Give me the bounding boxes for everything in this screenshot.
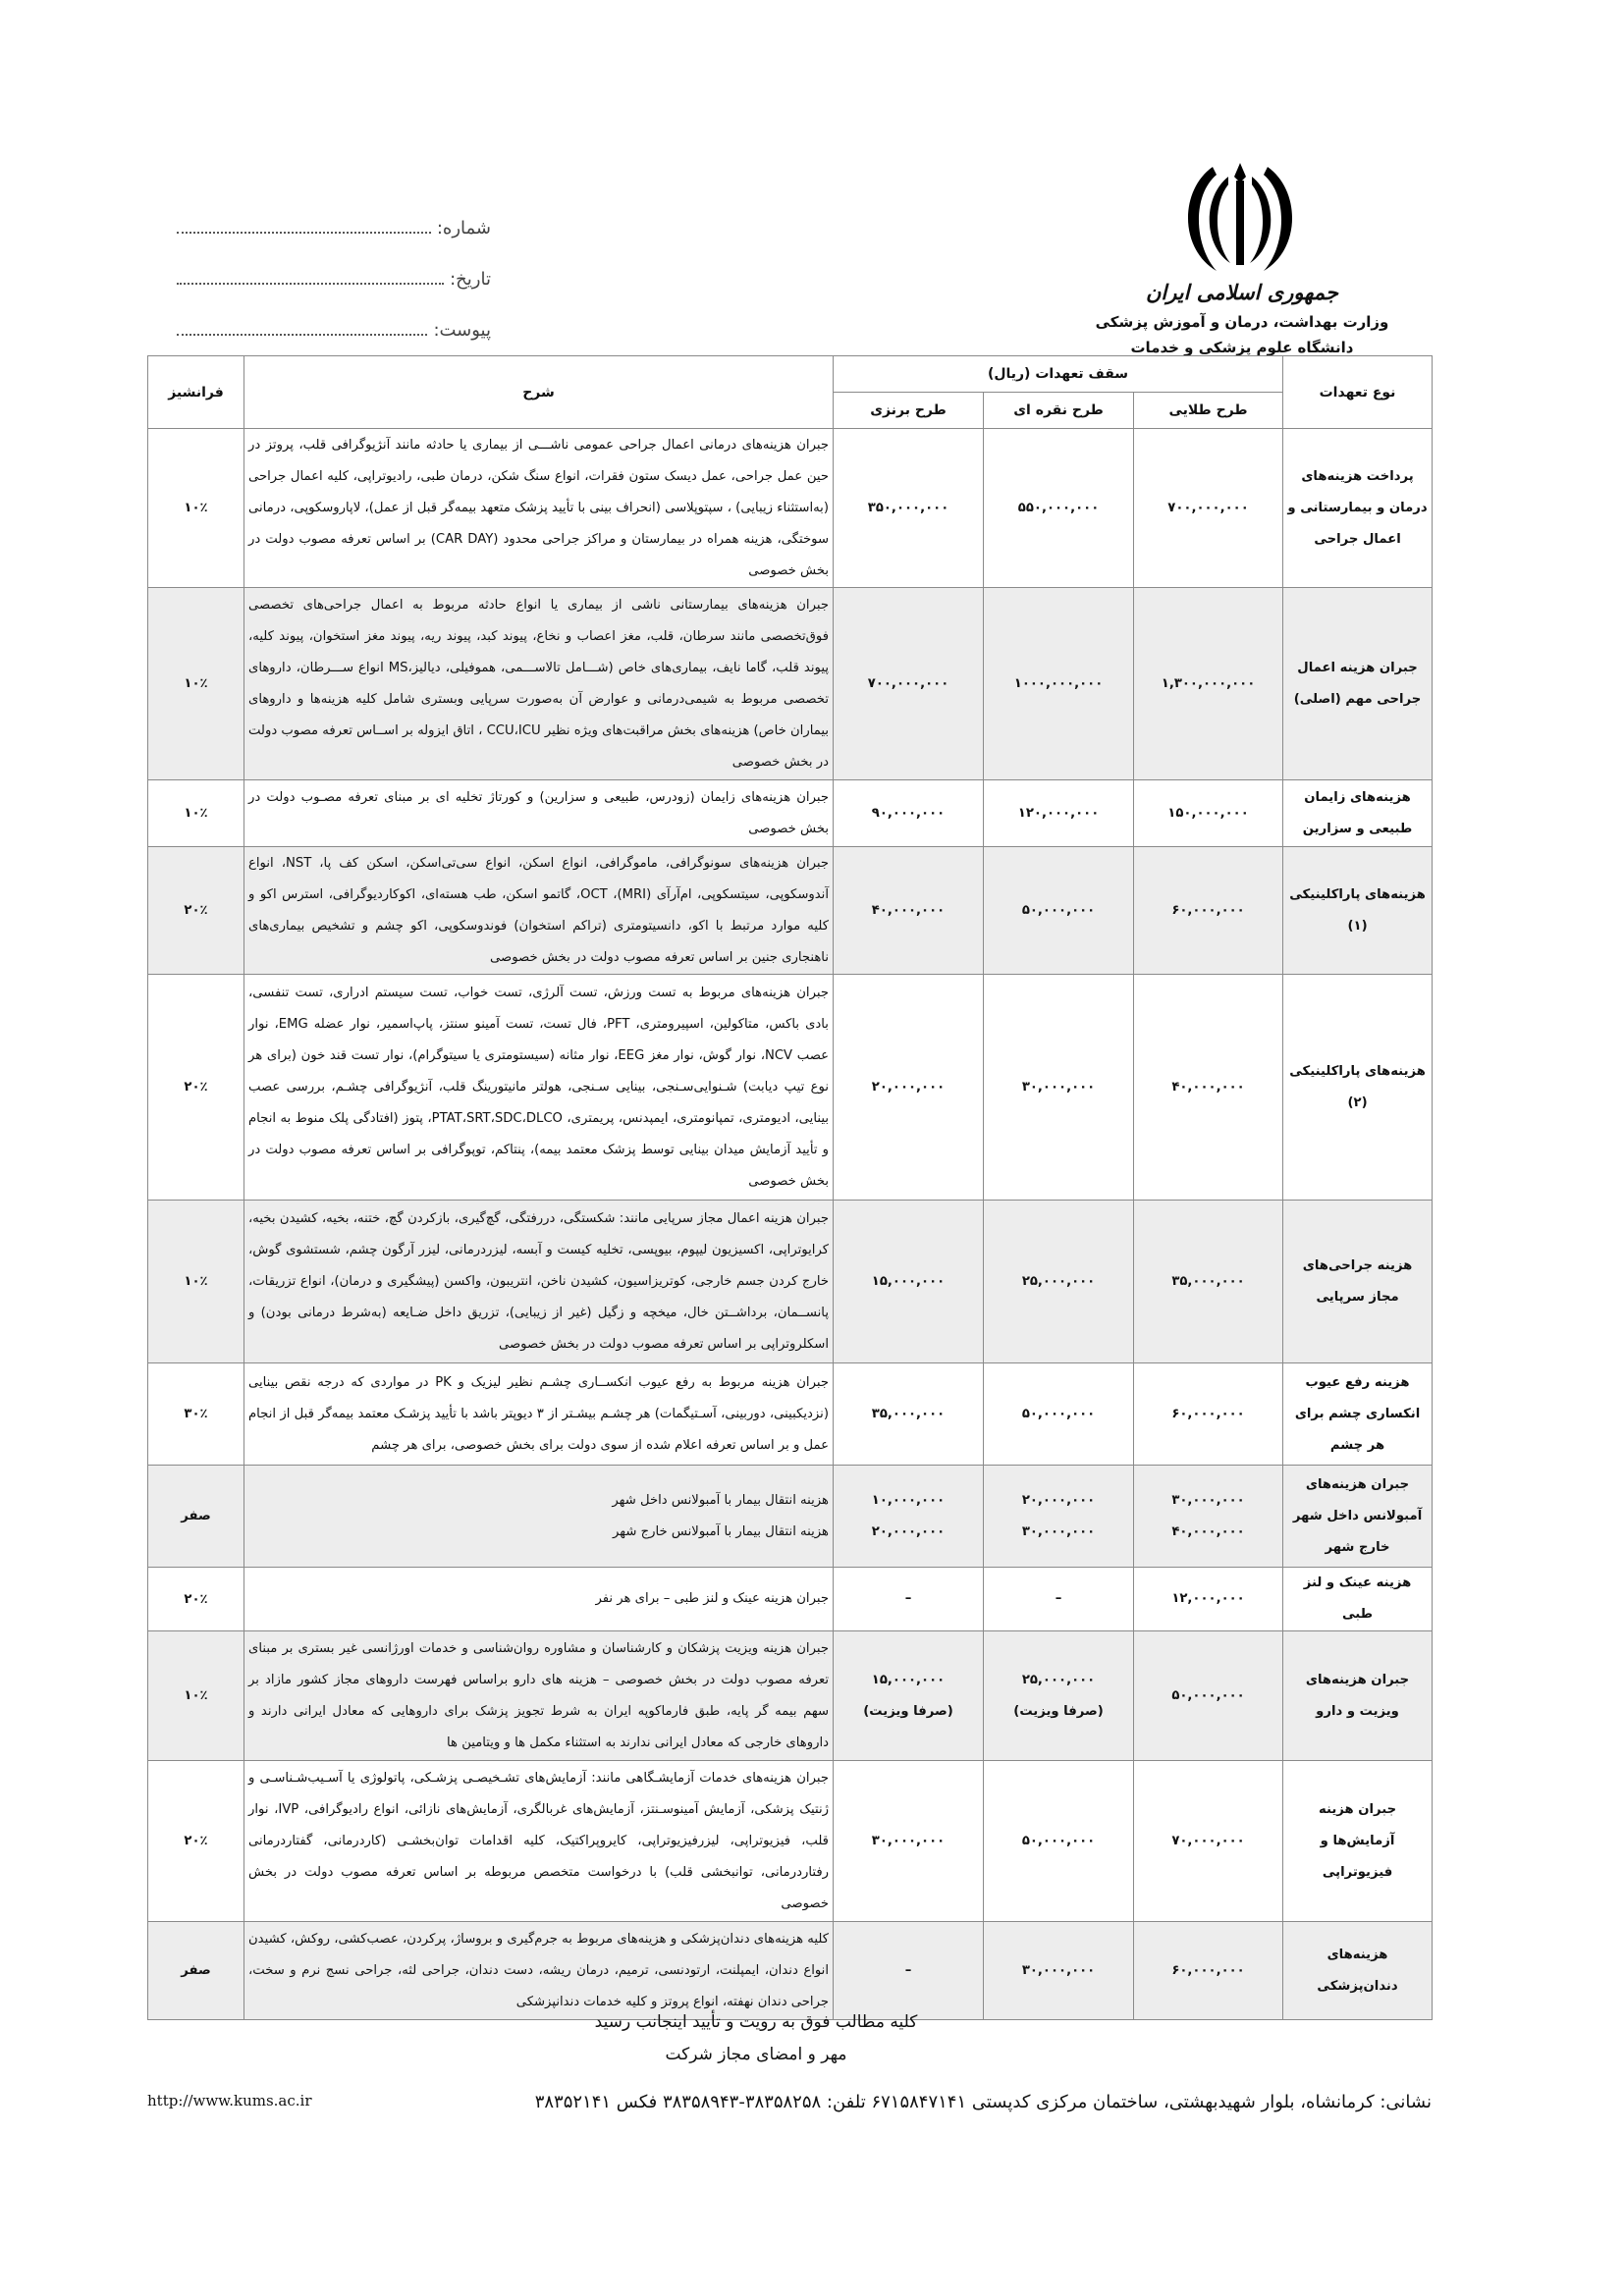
footer-url[interactable]: http://www.kums.ac.ir [147, 2092, 312, 2109]
row-deductible: ۲۰٪ [148, 1568, 244, 1631]
bronze-amount: ۹۰,۰۰۰,۰۰۰ [834, 780, 984, 847]
header-bronze: طرح برنزی [834, 393, 984, 429]
date-dots [177, 275, 444, 285]
header-ceiling: سقف تعهدات (ریال) [834, 356, 1283, 393]
coverage-table [147, 355, 1433, 2020]
row-description: جبران هزینه‌های سونوگرافی، ماموگرافی، انواع اسکن، انواع سی‌تی‌اسکن، اسکن کف پا، NST، انواع آندوسکوپی، سیتسکوپی، ام‌آرآی (MRI)، OCT، گاتمو اسکن، طب هسته‌ای، اکوکاردیوگرافی، استرس اکو و کلیه موارد مرتبط با اکو، دانسیتومتری (تراکم استخوان) فوندوسکوپی، اکو چشم و تشخیص بیماری‌های ناهنجاری جنین بر اساس تعرفه مصوب دولت در بخش خصوصی [244, 847, 834, 975]
bronze-amount: ۲۰,۰۰۰,۰۰۰ [834, 975, 984, 1201]
country-name: جمهوری اسلامی ایران [1145, 280, 1339, 304]
gold-amount: ۷۰۰,۰۰۰,۰۰۰ [1134, 429, 1283, 588]
table-row [148, 1466, 1433, 1568]
header-type: نوع تعهدات [1283, 356, 1433, 429]
gold-amount: ۶۰,۰۰۰,۰۰۰ [1134, 1922, 1283, 2020]
table-row [148, 847, 1433, 975]
silver-amount: ۳۰,۰۰۰,۰۰۰ [984, 1922, 1134, 2020]
bronze-amount: ۳۵,۰۰۰,۰۰۰ [834, 1363, 984, 1466]
bronze-amount: – [834, 1922, 984, 2020]
gold-amount: ۱,۳۰۰,۰۰۰,۰۰۰ [1134, 588, 1283, 780]
iran-emblem-icon [1173, 157, 1307, 275]
row-deductible: ۱۰٪ [148, 1631, 244, 1761]
gold-amount-outer-city: ۴۰,۰۰۰,۰۰۰ [1171, 1523, 1245, 1539]
table-row [148, 1363, 1433, 1466]
silver-amount-value: ۲۵,۰۰۰,۰۰۰ [1021, 1672, 1096, 1687]
silver-amount-inner-city: ۲۰,۰۰۰,۰۰۰ [1021, 1492, 1096, 1508]
bronze-amount [834, 1466, 984, 1568]
silver-amount-outer-city: ۳۰,۰۰۰,۰۰۰ [1021, 1523, 1096, 1539]
bronze-amount [834, 1631, 984, 1761]
header-gold: طرح طلایی [1134, 393, 1283, 429]
bronze-amount-outer-city: ۲۰,۰۰۰,۰۰۰ [871, 1523, 946, 1539]
table-row [148, 1761, 1433, 1922]
bronze-amount: ۳۵۰,۰۰۰,۰۰۰ [834, 429, 984, 588]
row-description: جبران هزینه‌های زایمان (زودرس، طبیعی و سزارین) و کورتاژ تخلیه ای بر مبنای تعرفه مصـوب دولت در بخش خصوصی [244, 780, 834, 847]
number-label: شماره: [436, 218, 491, 239]
row-type: جبران هزینه اعمال جراحی مهم (اصلی) [1283, 588, 1433, 780]
silver-amount: ۵۰,۰۰۰,۰۰۰ [984, 847, 1134, 975]
row-type: هزینه‌های پاراکلینیکی (۱) [1283, 847, 1433, 975]
silver-amount: ۵۰,۰۰۰,۰۰۰ [984, 1761, 1134, 1922]
table-row [148, 1568, 1433, 1631]
row-description: جبران هزینه‌های درمانی اعمال جراحی عمومی ناشـــی از بیماری یا حادثه مانند آنژیوگرافی قلب، پروتز در حین عمل جراحی، عمل دیسک ستون فقرات، انواع سنگ شکن، درمان طبی، رادیوتراپی، کلیه اعمال جراحی (به‌استثناء زیبایی) ، سپتوپلاسی (انحراف بینی با تأیید پزشک متعهد بیمه‌گر قبل از عمل)، لاپاروسکوپی، درمانی سوختگی، هزینه همراه در بیمارستان و مراکز جراحی محدود (CAR DAY) بر اساس تعرفه مصوب دولت در بخش خصوصی [244, 429, 834, 588]
table-header-row [148, 356, 1433, 393]
gold-amount: ۱۵۰,۰۰۰,۰۰۰ [1134, 780, 1283, 847]
ministry-name: وزارت بهداشت، درمان و آموزش پزشکی [1095, 313, 1389, 331]
row-description: جبران هزینه‌های خدمات آزمایشـگاهی مانند: آزمایش‌های تشـخیصـی پزشـکی، پاتولوژی یا آسـیب‌شـناسـی و ژنتیک پزشکی، آزمایش آمینوسـنتز، آزمایش‌های غربالگری، آزمایش‌های نازائی، انواع رادیوگرافی، IVP، نوار قلب، فیزیوتراپی، لیزرفیزیوتراپی، کایروپراکتیک، کلیه اقدامات توان‌بخشـی (کاردرمانی، گفتاردرمانی رفتاردرمانی، توانبخشی قلب) با درخواست متخصص مربوطه بر اساس تعرفه مصوب دولت در بخش خصوصی [244, 1761, 834, 1922]
bronze-amount-inner-city: ۱۰,۰۰۰,۰۰۰ [871, 1492, 946, 1508]
row-type: هزینه جراحی‌های مجاز سرپایی [1283, 1201, 1433, 1363]
row-description: جبران هزینه ویزیت پزشکان و کارشناسان و مشاوره روان‌شناسی و خدمات اورژانسی غیر بستری بر مبنای تعرفه مصوب دولت در بخش خصوصی – هزینه های دارو براساس فهرست داروهای مجاز کشور مازاد بر سهم بیمه گر پایه، طبق فارماکوپه ایران به شرط تجویز پزشک برای داروهایی که معادل ایرانی دارند و داروهای خارجی که معادل ایرانی ندارند به استثناء مکمل ها و ویتامین ها [244, 1631, 834, 1761]
gold-amount: ۱۲,۰۰۰,۰۰۰ [1134, 1568, 1283, 1631]
letter-meta [177, 218, 491, 371]
bronze-amount-note: (صرفا ویزیت) [863, 1703, 953, 1719]
row-type: جبران هزینه آزمایش‌ها و فیزیوتراپی [1283, 1761, 1433, 1922]
university-name: دانشگاه علوم پزشکی و خدمات [1130, 339, 1354, 356]
gold-amount: ۶۰,۰۰۰,۰۰۰ [1134, 847, 1283, 975]
header-description: شرح [244, 356, 834, 429]
row-deductible: ۳۰٪ [148, 1363, 244, 1466]
row-deductible: ۱۰٪ [148, 588, 244, 780]
row-description: جبران هزینه مربوط به رفع عیوب انکســاری چشـم نظیر لیزیک و PK در مواردی که درجه نقص بینایی (نزدیکبینی، دوربینی، آسـتیگمات) هر چشـم بیشـتر از ۳ دیوپتر باشد با تأیید پزشـک معتمد بیمه‌گر قبل از انجام عمل و بر اساس تعرفه اعلام شده از سوی دولت برای بخش خصوصی، برای هر چشم [244, 1363, 834, 1466]
description-outer-city: هزینه انتقال بیمار با آمبولانس خارج شهر [612, 1523, 829, 1539]
signature-approval-line: کلیه مطالب فوق به رویت و تأیید اینجانب رسید [594, 2012, 918, 2032]
silver-amount [984, 1466, 1134, 1568]
gold-amount: ۴۰,۰۰۰,۰۰۰ [1134, 975, 1283, 1201]
row-type: هزینه عینک و لنز طبی [1283, 1568, 1433, 1631]
date-label: تاریخ: [450, 269, 491, 290]
row-description: جبران هزینه اعمال مجاز سرپایی مانند: شکستگی، دررفتگی، گچ‌گیری، بازکردن گچ، ختنه، بخیه، کشیدن بخیه، کرایوتراپی، اکسیزیون لیپوم، بیوپسی، تخلیه کیست و آبسه، لیزردرمانی، لیزر آرگون چشم، شستشوی گوش، خارج کردن جسم خارجی، کوتریزاسیون، کشیدن ناخن، انتریبون، واکسن (پیشگیری و درمان)، انواع تزریقات، پانســمان، برداشــتن خال، میخچه و زگیل (غیر از زیبایی)، تزریق داخل ضـایعه (به‌شرط درمانی بودن) و اسکلروتراپی بر اساس تعرفه مصوب دولت در بخش خصوصی [244, 1201, 834, 1363]
row-type: هزینه‌های زایمان طبیعی و سزارین [1283, 780, 1433, 847]
table-row [148, 1201, 1433, 1363]
gold-amount: ۵۰,۰۰۰,۰۰۰ [1134, 1631, 1283, 1761]
silver-amount: ۵۰,۰۰۰,۰۰۰ [984, 1363, 1134, 1466]
bronze-amount: ۱۵,۰۰۰,۰۰۰ [834, 1201, 984, 1363]
silver-amount: ۱۲۰,۰۰۰,۰۰۰ [984, 780, 1134, 847]
attachment-label: پیوست: [433, 320, 491, 341]
silver-amount: – [984, 1568, 1134, 1631]
row-description [244, 1466, 834, 1568]
header-silver: طرح نقره ای [984, 393, 1134, 429]
bronze-amount: ۷۰۰,۰۰۰,۰۰۰ [834, 588, 984, 780]
row-deductible: ۱۰٪ [148, 429, 244, 588]
footer [147, 2092, 1432, 2112]
row-type: جبران هزینه‌های ویزیت و دارو [1283, 1631, 1433, 1761]
row-deductible: ۱۰٪ [148, 1201, 244, 1363]
table-row [148, 1922, 1433, 2020]
header-deductible: فرانشیز [148, 356, 244, 429]
row-deductible: ۲۰٪ [148, 975, 244, 1201]
gold-amount: ۶۰,۰۰۰,۰۰۰ [1134, 1363, 1283, 1466]
date-field [177, 269, 491, 320]
silver-amount: ۲۵,۰۰۰,۰۰۰ [984, 1201, 1134, 1363]
number-field [177, 218, 491, 269]
bronze-amount: ۴۰,۰۰۰,۰۰۰ [834, 847, 984, 975]
row-description: جبران هزینه عینک و لنز طبی – برای هر نفر [244, 1568, 834, 1631]
bronze-amount: ۳۰,۰۰۰,۰۰۰ [834, 1761, 984, 1922]
row-deductible: صفر [148, 1922, 244, 2020]
gold-amount: ۷۰,۰۰۰,۰۰۰ [1134, 1761, 1283, 1922]
row-type: پرداخت هزینه‌های درمان و بیمارستانی و اعمال جراحی [1283, 429, 1433, 588]
row-description: جبران هزینه‌های مربوط به تست ورزش، تست آلرژی، تست خواب، تست سیستم ادراری، تست تنفسی، بادی باکس، متاکولین، اسپیرومتری، PFT، فال تست، تست آمینو سنتز، پاپ‌اسمیر، نوار عضله EMG، نوار عصب NCV، نوار گوش، نوار مغز EEG، نوار مثانه (سیستومتری یا سیتوگرام)، نوار تست قند خون (برای هر نوع تیپ دیابت) شـنوایی‌سـنجی، بینایی سـنجی، هولتر مانیتورینگ قلب، آنژیوگرافی چشـم، بررسی عصب بینایی، ادیومتری، تمپانومتری، ایمپدنس، پریمتری، PTAT،SRT،SDC،DLCO، پتوز (افتادگی پلک منوط به انجام و تأیید آزمایش میدان بینایی توسط پزشک معتمد بیمه)، پنتاکم، توپوگرافی بر اساس تعرفه مصوب دولت در بخش خصوصی [244, 975, 834, 1201]
row-deductible: ۲۰٪ [148, 1761, 244, 1922]
table-row [148, 780, 1433, 847]
silver-amount: ۵۵۰,۰۰۰,۰۰۰ [984, 429, 1134, 588]
gold-amount [1134, 1466, 1283, 1568]
row-deductible: صفر [148, 1466, 244, 1568]
table-row [148, 588, 1433, 780]
bronze-amount-value: ۱۵,۰۰۰,۰۰۰ [871, 1672, 946, 1687]
row-deductible: ۲۰٪ [148, 847, 244, 975]
table-row [148, 1631, 1433, 1761]
silver-amount-note: (صرفا ویزیت) [1013, 1703, 1104, 1719]
row-type: هزینه‌های پاراکلینیکی (۲) [1283, 975, 1433, 1201]
silver-amount [984, 1631, 1134, 1761]
number-dots [177, 224, 431, 234]
gold-amount: ۳۵,۰۰۰,۰۰۰ [1134, 1201, 1283, 1363]
row-description: کلیه هزینه‌های دندان‌پزشکی و هزینه‌های مربوط به جرم‌گیری و بروساژ، پرکردن، عصب‌کشی، روکش، کشیدن انواع دندان، ایمپلنت، ارتودنسی، ترمیم، درمان ریشه، دست دندان، جراحی لثه، جراحی نسج نرم و سخت، جراحی دندان نهفته، انواع پروتز و کلیه خدمات دندانپزشکی [244, 1922, 834, 2020]
description-inner-city: هزینه انتقال بیمار با آمبولانس داخل شهر [612, 1492, 829, 1508]
row-type: جبران هزینه‌های آمبولانس داخل شهر خارج شهر [1283, 1466, 1433, 1568]
silver-amount: ۳۰,۰۰۰,۰۰۰ [984, 975, 1134, 1201]
silver-amount: ۱۰۰۰,۰۰۰,۰۰۰ [984, 588, 1134, 780]
gold-amount-inner-city: ۳۰,۰۰۰,۰۰۰ [1171, 1492, 1245, 1508]
table-row [148, 975, 1433, 1201]
footer-address: نشانی: کرمانشاه، بلوار شهیدبهشتی، ساختمان مرکزی کدپستی ۶۷۱۵۸۴۷۱۴۱ تلفن: ۳۸۳۵۸۲۵۸-۳۸۳۵۸۹۴۳ فکس ۳۸۳۵۲۱۴۱ [534, 2092, 1432, 2112]
table-row [148, 429, 1433, 588]
attachment-dots [177, 326, 427, 336]
row-type: هزینه رفع عیوب انکساری چشم برای هر چشم [1283, 1363, 1433, 1466]
row-description: جبران هزینه‌های بیمارستانی ناشی از بیماری یا انواع حادثه مربوط به اعمال جراحی‌های تخصصی فوق‌تخصصی مانند سرطان، قلب، مغز اعصاب و نخاع، پیوند کبد، پیوند ریه، پیوند مغز استخوان، پیوند کلیه، پیوند قلب، گاما نایف، بیماری‌های خاص (شـــامل تالاســـمی، هموفیلی، دیالیز،MS انواع ســـرطان، داروهای تخصصی مربوط به شیمی‌درمانی و عوارض آن به‌صورت سرپایی وبستری شامل کلیه هزینه‌ها و داروهای بیماران خاص) هزینه‌های بخش مراقبت‌های ویژه نظیر CCU،ICU ، اتاق ایزوله بر اســاس تعرفه مصوب دولت در بخش خصوصی [244, 588, 834, 780]
row-type: هزینه‌های دندان‌پزشکی [1283, 1922, 1433, 2020]
row-deductible: ۱۰٪ [148, 780, 244, 847]
bronze-amount: – [834, 1568, 984, 1631]
signature-stamp-line: مهر و امضای مجاز شرکت [665, 2045, 847, 2064]
